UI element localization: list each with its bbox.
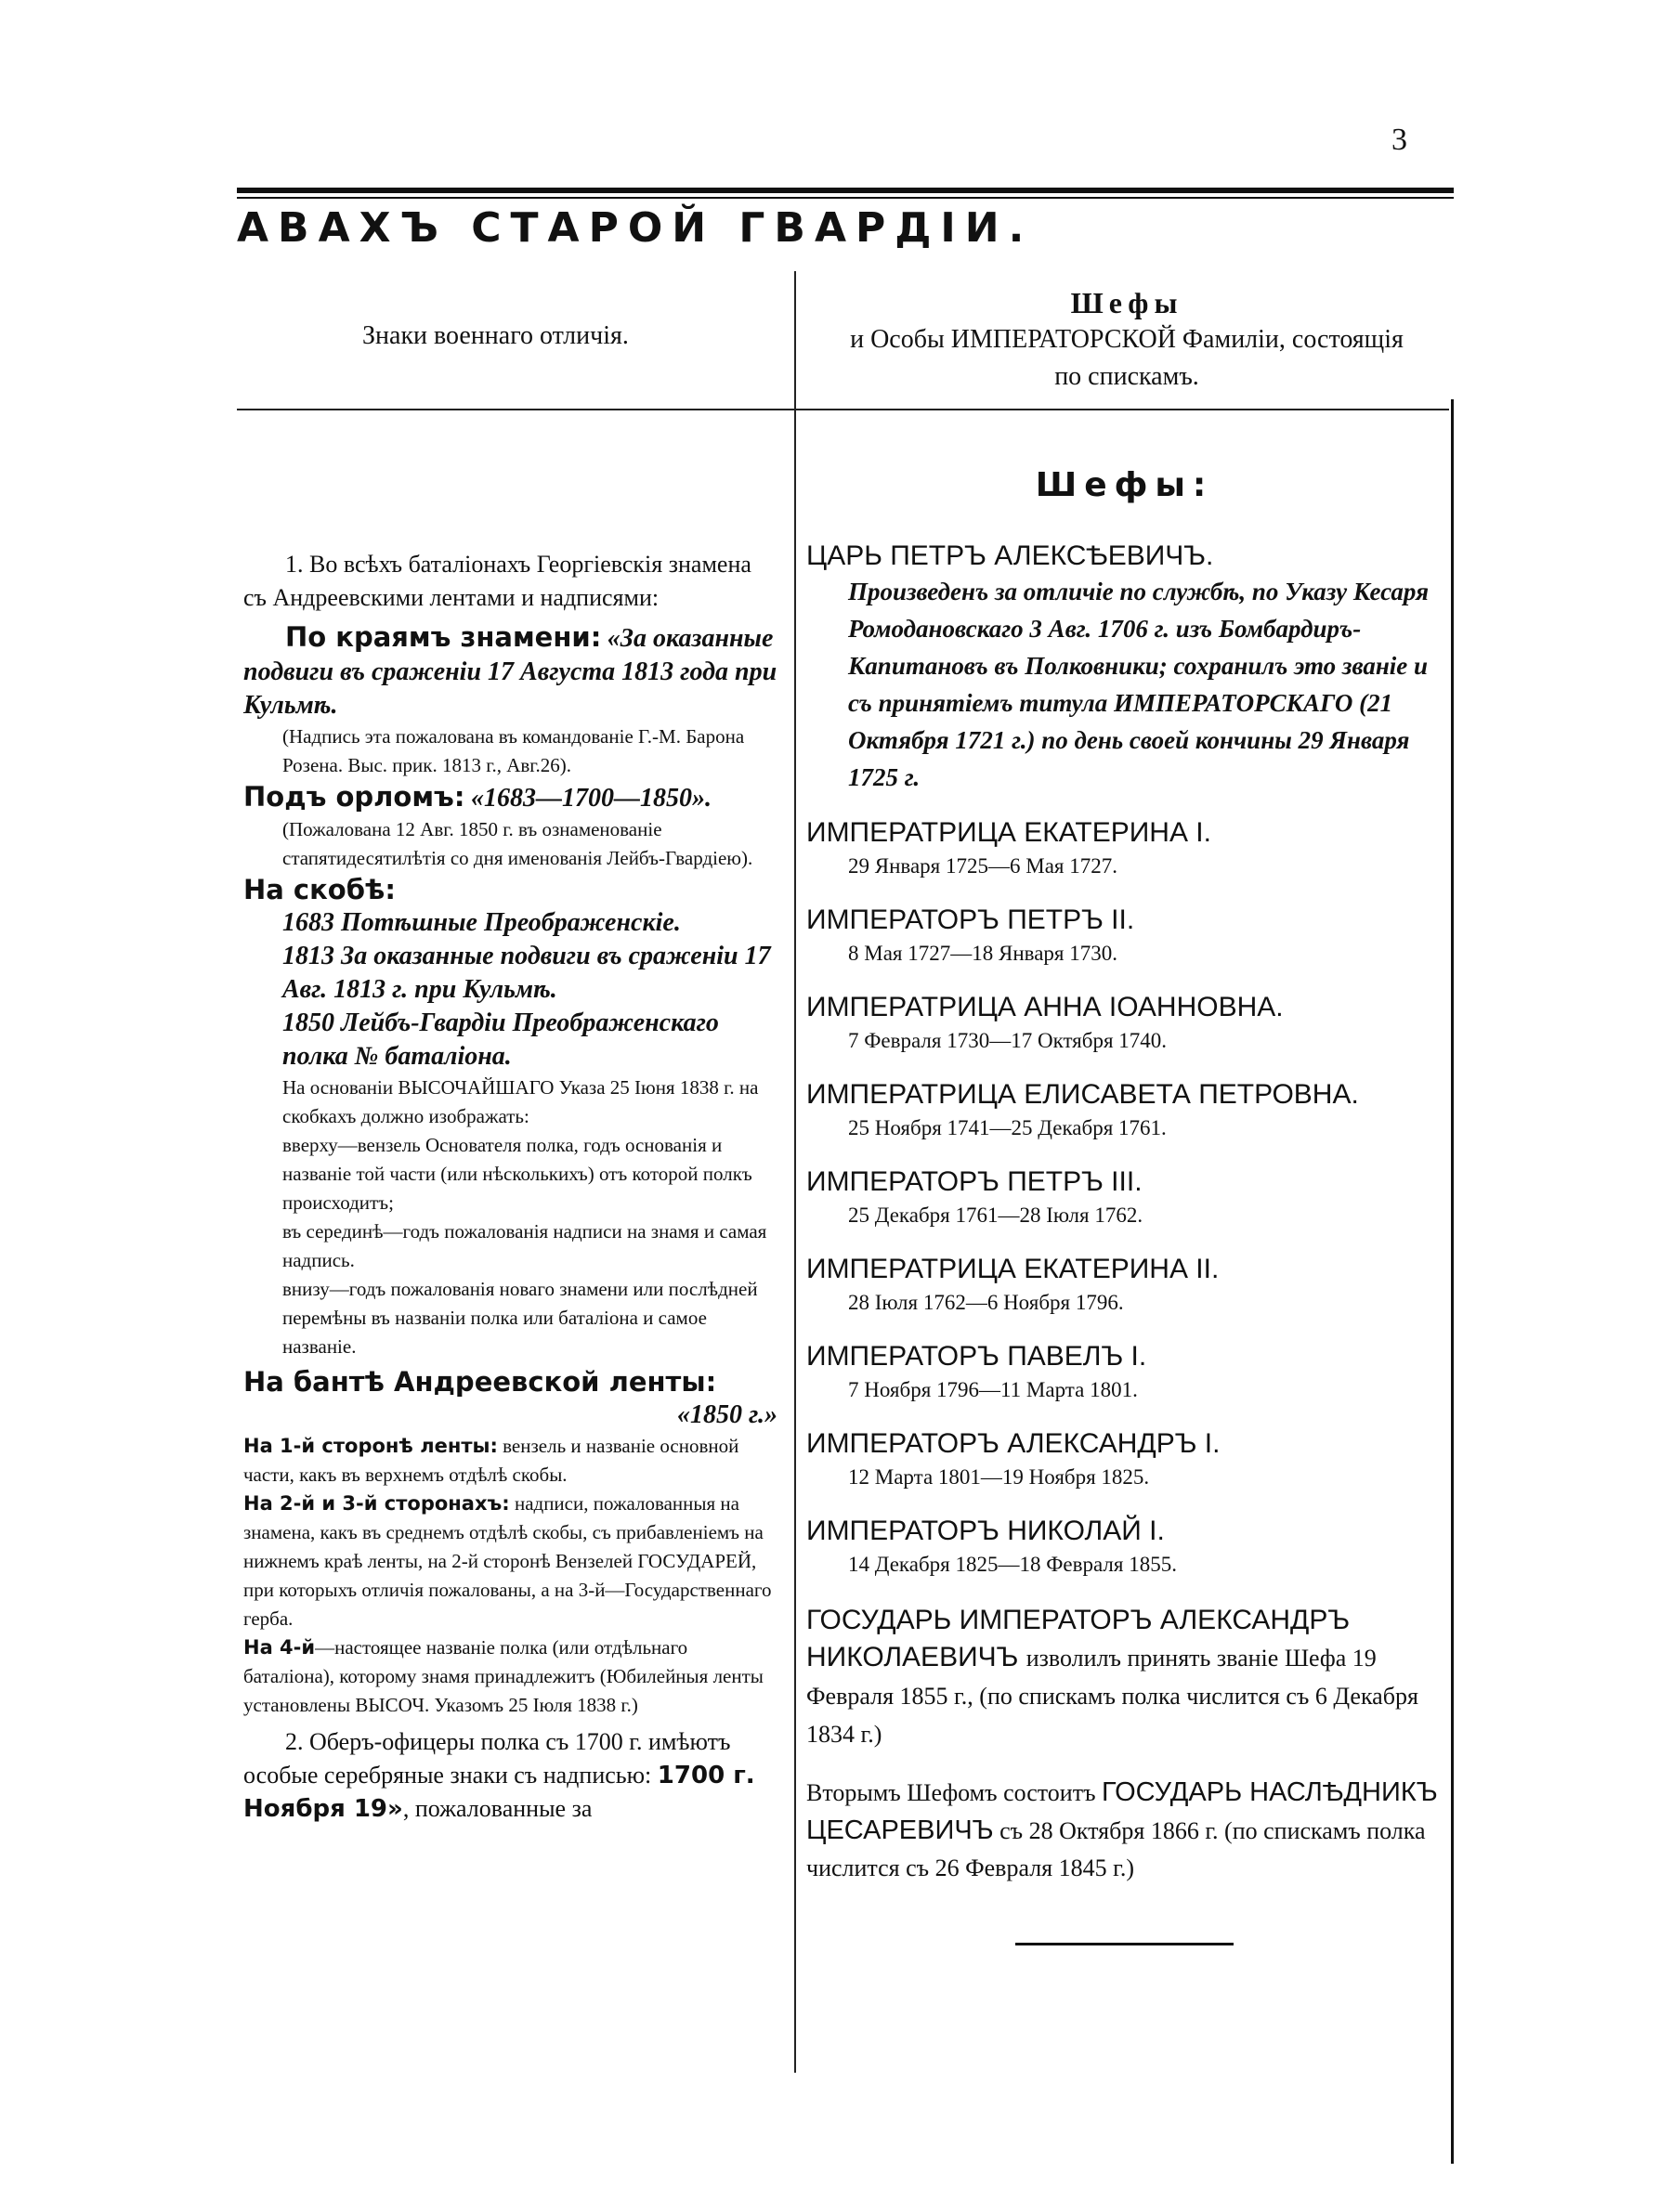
ruler-note: Произведенъ за отличіе по службѣ, по Указу Кесаря Ромодановскаго 3 Авг. 1706 г. изъ Бомбардиръ-Капитановъ въ Полковники; сохранилъ это званіе и съ принятіемъ титула ИМПЕРАТОРСКАГО (21 Октября 1721 г.) по день своей кончины 29 Января 1725 г.	[848, 578, 1429, 791]
eagle-heading: Подъ орломъ:	[243, 781, 465, 813]
note-5: въ серединѣ—годъ пожалованія надписи на знамя и самая надпись.	[282, 1220, 767, 1271]
paragraph-2-end: , пожалованные за	[402, 1795, 593, 1822]
alex2-text: изволилъ принять званіе Шефа 19 Февраля 1855 г., (по спискамъ полка числится съ 6 Декабря 1834 г.)	[806, 1645, 1418, 1748]
top-rule-thin	[237, 197, 1454, 199]
note-4: вверху—вензель Основателя полка, годъ основанія и названіе той части (или нѣсколькихъ) отъ которой полкъ происходитъ;	[282, 1134, 752, 1214]
header-right-line3: по спискамъ.	[1054, 362, 1199, 391]
eagle-text: «1683—1700—1850».	[470, 784, 712, 813]
note-3: На основаніи ВЫСОЧАЙШАГО Указа 25 Іюня 1838 г. на скобкахъ должно изображать:	[282, 1076, 759, 1127]
note-6: внизу—годъ пожалованія новаго знамени или послѣдней перемѣны въ названіи полка или баталіона и самое названіе.	[282, 1278, 758, 1358]
side-2-text: надписи, пожалованныя на знамена, какъ въ среднемъ отдѣлѣ скобы, съ прибавленіемъ на нижнемъ краѣ ленты, на 2-й сторонѣ Вензелей ГОСУДАРЕЙ, при которыхъ отличія пожалованы, а на 3-й—Государственнаго герба.	[243, 1492, 772, 1630]
ruler-name: ИМПЕРАТРИЦА ЕКАТЕРИНА II.	[806, 1254, 1220, 1284]
side-1-heading: На 1-й сторонѣ ленты:	[243, 1435, 498, 1457]
note-1: (Надпись эта пожалована въ командованіе Г.-М. Барона Розена. Выс. прик. 1813 г., Авг.26).	[282, 725, 745, 776]
header-right-line2: и Особы ИМПЕРАТОРСКОЙ Фамиліи, состоящія	[850, 325, 1404, 354]
edges-text: «За оказанные подвиги въ сраженіи 17 Августа 1813 года при Кульмѣ.	[243, 624, 777, 720]
ruler-name: ИМПЕРАТОРЪ АЛЕКСАНДРЪ I.	[806, 1428, 1221, 1459]
edges-block	[243, 620, 777, 722]
alex2-block	[806, 1602, 1443, 1753]
ruler-name: ЦАРЬ ПЕТРЪ АЛЕКСѢЕВИЧЪ.	[806, 540, 1214, 571]
ruler-name: ИМПЕРАТРИЦА ЕКАТЕРИНА I.	[806, 817, 1211, 848]
ruler-dates: 25 Декабря 1761—28 Іюля 1762.	[848, 1204, 1143, 1227]
bow-year: «1850 г.»	[677, 1400, 777, 1429]
alex2-name: ГОСУДАРЬ ИМПЕРАТОРЪ АЛЕКСАНДРЪ НИКОЛАЕВИЧЪ	[806, 1605, 1351, 1672]
ruler-name: ИМПЕРАТОРЪ ПАВЕЛЪ I.	[806, 1341, 1147, 1372]
second-chef-text: съ 28 Октября 1866 г. (по спискамъ полка числится съ 26 Февраля 1845 г.)	[806, 1817, 1426, 1881]
bracket-1850: 1850 Лейбъ-Гвардіи Преображенскаго полка № баталіона.	[282, 1008, 719, 1071]
side-4	[243, 1633, 777, 1720]
side-2	[243, 1490, 777, 1633]
note-2: (Пожалована 12 Авг. 1850 г. въ ознаменованіе стапятидесятилѣтія со дня именованія Лейбъ-Гвардіею).	[282, 818, 753, 869]
bracket-heading: На скобѣ:	[243, 874, 396, 905]
side-4-heading: На 4-й	[243, 1636, 316, 1659]
left-column	[243, 548, 777, 1826]
side-4-text: —настоящее названіе полка (или отдѣльнаго баталіона), которому знамя принадлежитъ (Юбилейныя ленты установлены ВЫСОЧ. Указомъ 25 Іюля 1838 г.)	[243, 1636, 764, 1716]
right-column	[806, 466, 1443, 1945]
bow-heading: На бантѣ Андреевской ленты:	[243, 1366, 717, 1398]
ruler-dates: 25 Ноября 1741—25 Декабря 1761.	[848, 1116, 1167, 1139]
ruler-name: ИМПЕРАТРИЦА ЕЛИСАВЕТА ПЕТРОВНА.	[806, 1079, 1359, 1110]
bracket-1683: 1683 Потѣшные Преображенскіе.	[282, 908, 681, 937]
header-left: Знаки военнаго отличія.	[362, 321, 629, 350]
bracket-1813: 1813 За оказанные подвиги въ сраженіи 17 Авг. 1813 г. при Кульмѣ.	[282, 942, 771, 1004]
second-chef-intro: Вторымъ Шефомъ состоитъ	[806, 1779, 1096, 1806]
ruler-name: ИМПЕРАТОРЪ ПЕТРЪ II.	[806, 904, 1135, 935]
ruler-dates: 29 Января 1725—6 Мая 1727.	[848, 854, 1117, 878]
second-chef-block	[806, 1774, 1443, 1887]
side-1-text: вензель и названіе основной части, какъ въ верхнемъ отдѣлѣ скобы.	[243, 1435, 739, 1486]
ruler-dates: 7 Ноября 1796—11 Марта 1801.	[848, 1378, 1138, 1401]
ruler-name: ИМПЕРАТРИЦА АННА ІОАННОВНА.	[806, 992, 1284, 1022]
side-1	[243, 1432, 777, 1490]
ruler-name: ИМПЕРАТОРЪ НИКОЛАЙ I.	[806, 1516, 1165, 1546]
paragraph-1: 1. Во всѣхъ баталіонахъ Георгіевскія знамена съ Андреевскими лентами и надписями:	[243, 551, 751, 611]
ruler-dates: 8 Мая 1727—18 Января 1730.	[848, 942, 1117, 965]
rulers-list	[806, 816, 1443, 1581]
paragraph-2-text: 2. Оберъ-офицеры полка съ 1700 г. имѣютъ особые серебряные знаки съ надписью:	[243, 1728, 731, 1789]
ruler-dates: 14 Декабря 1825—18 Февраля 1855.	[848, 1553, 1177, 1576]
chefs-title: Шефы:	[1035, 466, 1214, 504]
header-right-title: Шефы	[1070, 286, 1183, 319]
header-right	[806, 284, 1447, 396]
paragraph-2-bold: 1700 г. Ноября 19»	[243, 1762, 755, 1823]
ruler-dates: 28 Іюля 1762—6 Ноября 1796.	[848, 1291, 1124, 1314]
end-rule	[1015, 1943, 1234, 1945]
side-2-heading: На 2-й и 3-й сторонахъ:	[243, 1492, 510, 1515]
top-rule	[237, 188, 1454, 193]
paragraph-2	[243, 1725, 777, 1826]
ruler-dates: 12 Марта 1801—19 Ноября 1825.	[848, 1465, 1150, 1489]
header-rule	[237, 409, 1449, 410]
column-divider	[794, 271, 796, 2073]
ruler-dates: 7 Февраля 1730—17 Октября 1740.	[848, 1029, 1168, 1052]
ruler-name: ИМПЕРАТОРЪ ПЕТРЪ III.	[806, 1166, 1143, 1197]
right-border-rule	[1451, 399, 1454, 2164]
eagle-block	[243, 780, 777, 815]
edges-heading: По краямъ знамени:	[285, 621, 602, 653]
running-head: АВАХЪ СТАРОЙ ГВАРДІИ.	[237, 204, 1034, 252]
second-chef-name: ГОСУДАРЬ НАСЛѢДНИКЪ ЦЕСАРЕВИЧЪ	[806, 1777, 1438, 1845]
page-number: 3	[1391, 123, 1407, 157]
